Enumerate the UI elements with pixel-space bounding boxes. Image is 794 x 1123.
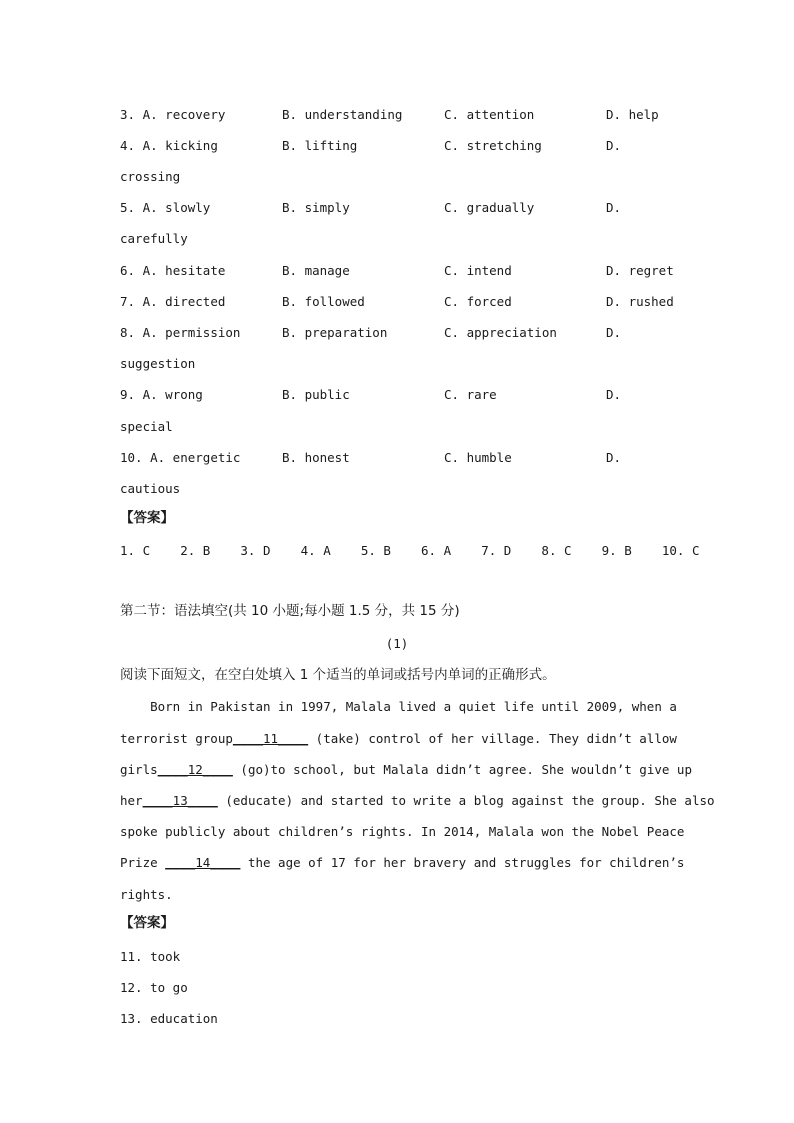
option-d: D. (606, 325, 622, 340)
option-a: 7. A. directed (120, 294, 226, 309)
option-d: D. help (606, 107, 659, 122)
option-b: B. lifting (282, 138, 358, 153)
option-d: D. (606, 138, 622, 153)
passage-line: girls____12____ (go)to school, but Malala didn’t agree. She wouldn’t give up (120, 762, 692, 777)
passage-line: Prize ____14____ the age of 17 for her bravery and struggles for children’s (120, 855, 685, 870)
option-d: D. (606, 387, 622, 402)
option-c: C. attention (444, 107, 535, 122)
passage-number: (1) (385, 636, 409, 651)
option-d: D. rushed (606, 294, 674, 309)
answer-item: 12. to go (120, 980, 188, 995)
option-d-wrap: special (120, 419, 173, 434)
option-a: 10. A. energetic (120, 450, 241, 465)
answer-item: 13. education (120, 1011, 218, 1026)
blank-14: ____14____ (165, 855, 241, 870)
blank-12: ____12____ (157, 762, 233, 777)
passage-line: rights. (120, 887, 173, 902)
answer-item: 11. took (120, 949, 181, 964)
option-b: B. preparation (282, 325, 388, 340)
option-c: C. forced (444, 294, 512, 309)
section-title: 第二节：语法填空(共 10 小题;每小题 1.5 分，共 15 分) (120, 603, 460, 619)
passage-line: Born in Pakistan in 1997, Malala lived a quiet life until 2009, when a (120, 699, 677, 714)
answer-heading: 【答案】 (120, 510, 174, 526)
option-b: B. public (282, 387, 350, 402)
option-c: C. humble (444, 450, 512, 465)
option-d-wrap: suggestion (120, 356, 196, 371)
option-b: B. followed (282, 294, 365, 309)
instruction-text: 阅读下面短文，在空白处填入 1 个适当的单词或括号内单词的正确形式。 (120, 667, 556, 683)
option-c: C. stretching (444, 138, 542, 153)
option-b: B. simply (282, 200, 350, 215)
passage-line: her____13____ (educate) and started to write a blog against the group. She also (120, 793, 715, 808)
option-a: 9. A. wrong (120, 387, 203, 402)
option-c: C. rare (444, 387, 497, 402)
option-d-wrap: carefully (120, 231, 188, 246)
answer-key-line: 1. C 2. B 3. D 4. A 5. B 6. A 7. D 8. C 9. B 10. C (120, 543, 700, 558)
option-d-wrap: cautious (120, 481, 181, 496)
answer-heading: 【答案】 (120, 915, 174, 931)
passage-line: terrorist group____11____ (take) control of her village. They didn’t allow (120, 731, 677, 746)
option-d: D. (606, 450, 622, 465)
passage-line: spoke publicly about children’s rights. In 2014, Malala won the Nobel Peace (120, 824, 685, 839)
option-b: B. understanding (282, 107, 403, 122)
option-d-wrap: crossing (120, 169, 181, 184)
option-c: C. appreciation (444, 325, 557, 340)
option-a: 6. A. hesitate (120, 263, 226, 278)
blank-13: ____13____ (142, 793, 218, 808)
option-d: D. regret (606, 263, 674, 278)
option-c: C. gradually (444, 200, 535, 215)
option-d: D. (606, 200, 622, 215)
option-b: B. honest (282, 450, 350, 465)
option-a: 5. A. slowly (120, 200, 211, 215)
option-a: 8. A. permission (120, 325, 241, 340)
option-a: 4. A. kicking (120, 138, 218, 153)
option-c: C. intend (444, 263, 512, 278)
option-a: 3. A. recovery (120, 107, 226, 122)
option-b: B. manage (282, 263, 350, 278)
blank-11: ____11____ (232, 731, 309, 746)
